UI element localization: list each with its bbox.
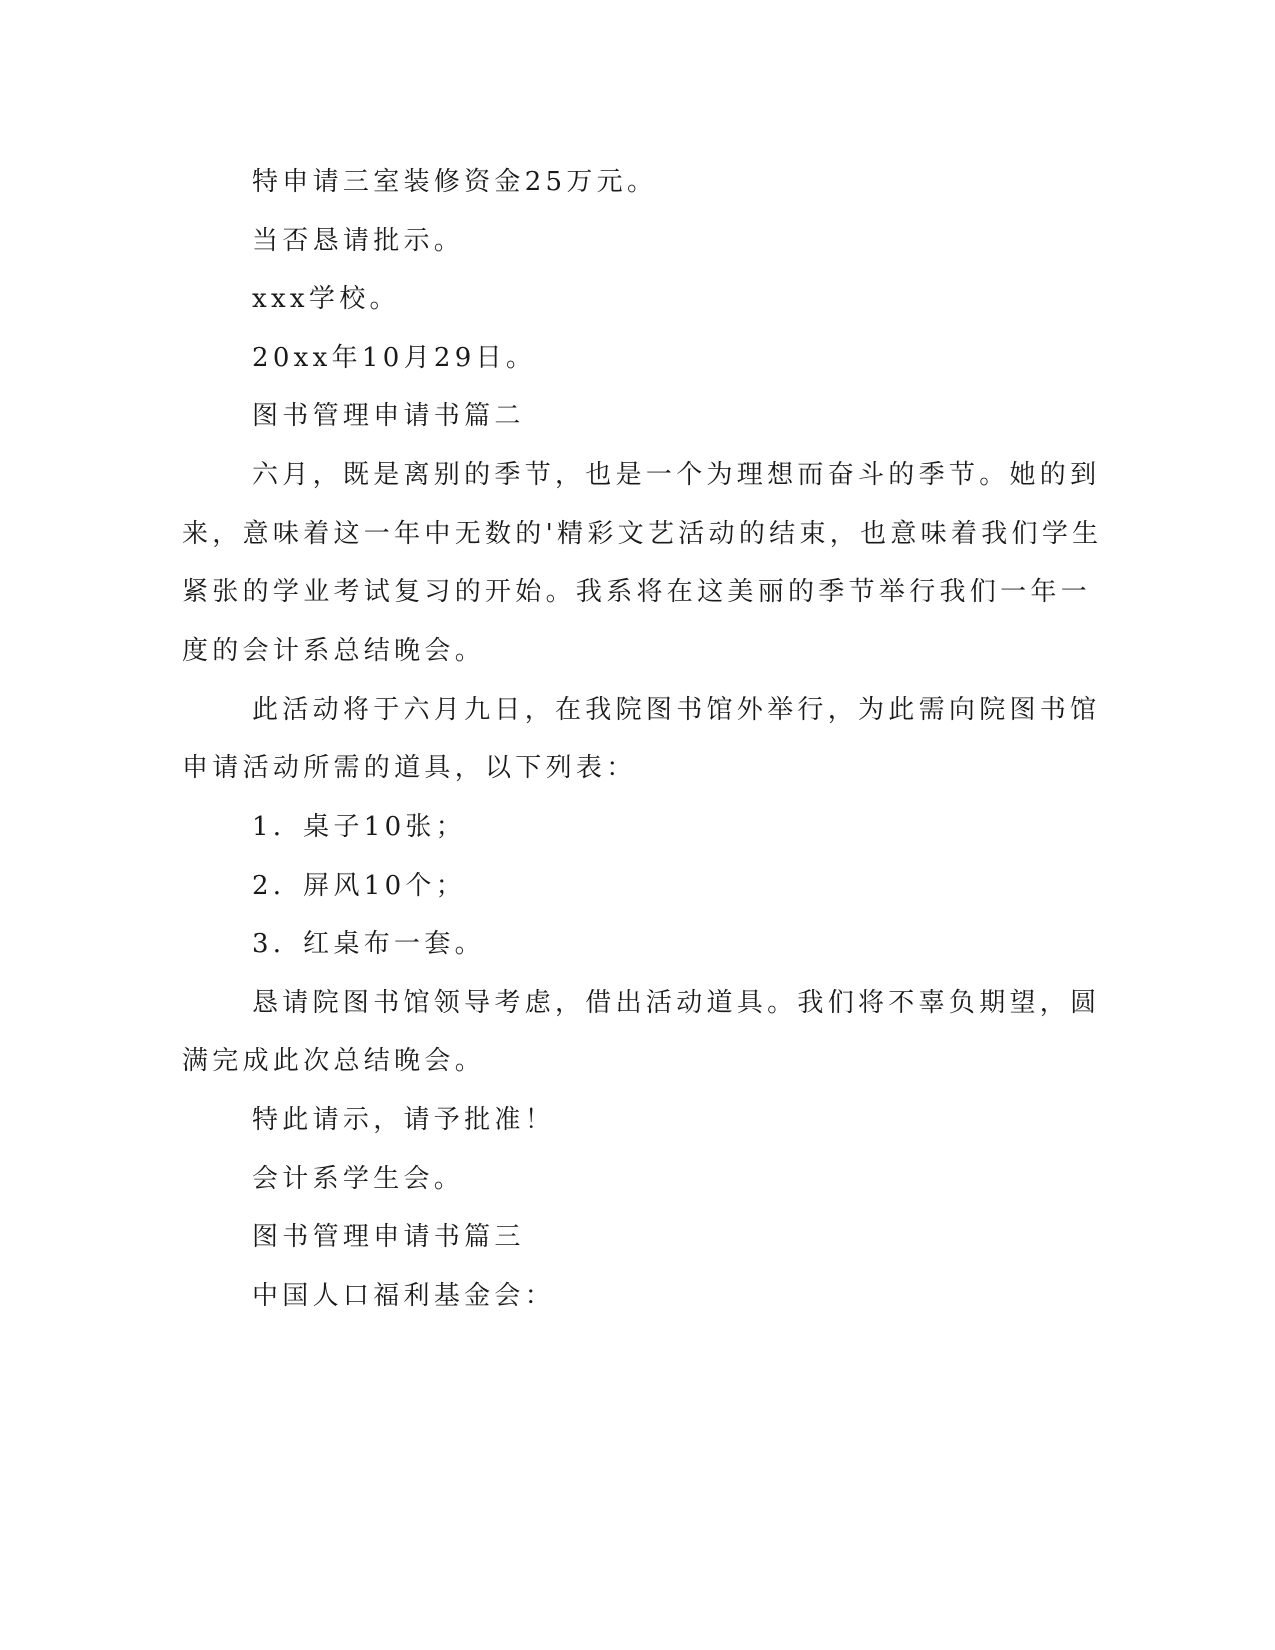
paragraph-line: 来，意味着这一年中无数的'精彩文艺活动的结束，也意味着我们学生 bbox=[182, 519, 1103, 549]
salutation-line: 中国人口福利基金会： bbox=[252, 1281, 556, 1311]
funding-request-line: 特申请三室装修资金25万元。 bbox=[252, 167, 658, 197]
paragraph-line: 此活动将于六月九日，在我院图书馆外举行，为此需向院图书馆 bbox=[252, 695, 1101, 725]
list-item: 1．桌子10张； bbox=[252, 812, 467, 842]
paragraph-line: 恳请院图书馆领导考虑，借出活动道具。我们将不辜负期望，圆 bbox=[252, 988, 1101, 1018]
paragraph-line: 度的会计系总结晚会。 bbox=[182, 636, 486, 666]
paragraph-line: 满完成此次总结晚会。 bbox=[182, 1046, 486, 1076]
section-heading-two: 图书管理申请书篇二 bbox=[252, 401, 525, 431]
list-item: 2．屏风10个； bbox=[252, 871, 467, 901]
list-item: 3．红桌布一套。 bbox=[252, 929, 485, 959]
organization-signature: 会计系学生会。 bbox=[252, 1164, 465, 1194]
closing-line: 特此请示，请予批准！ bbox=[252, 1105, 556, 1135]
paragraph-line: 申请活动所需的道具，以下列表： bbox=[182, 753, 637, 783]
paragraph-line: 六月，既是离别的季节，也是一个为理想而奋斗的季节。她的到 bbox=[252, 460, 1101, 490]
section-heading-three: 图书管理申请书篇三 bbox=[252, 1222, 525, 1252]
date-line: 20xx年10月29日。 bbox=[252, 343, 537, 373]
paragraph-line: 紧张的学业考试复习的开始。我系将在这美丽的季节举行我们一年一 bbox=[182, 577, 1092, 607]
school-signature: xxx学校。 bbox=[252, 284, 400, 314]
approval-request-line: 当否恳请批示。 bbox=[252, 226, 465, 256]
